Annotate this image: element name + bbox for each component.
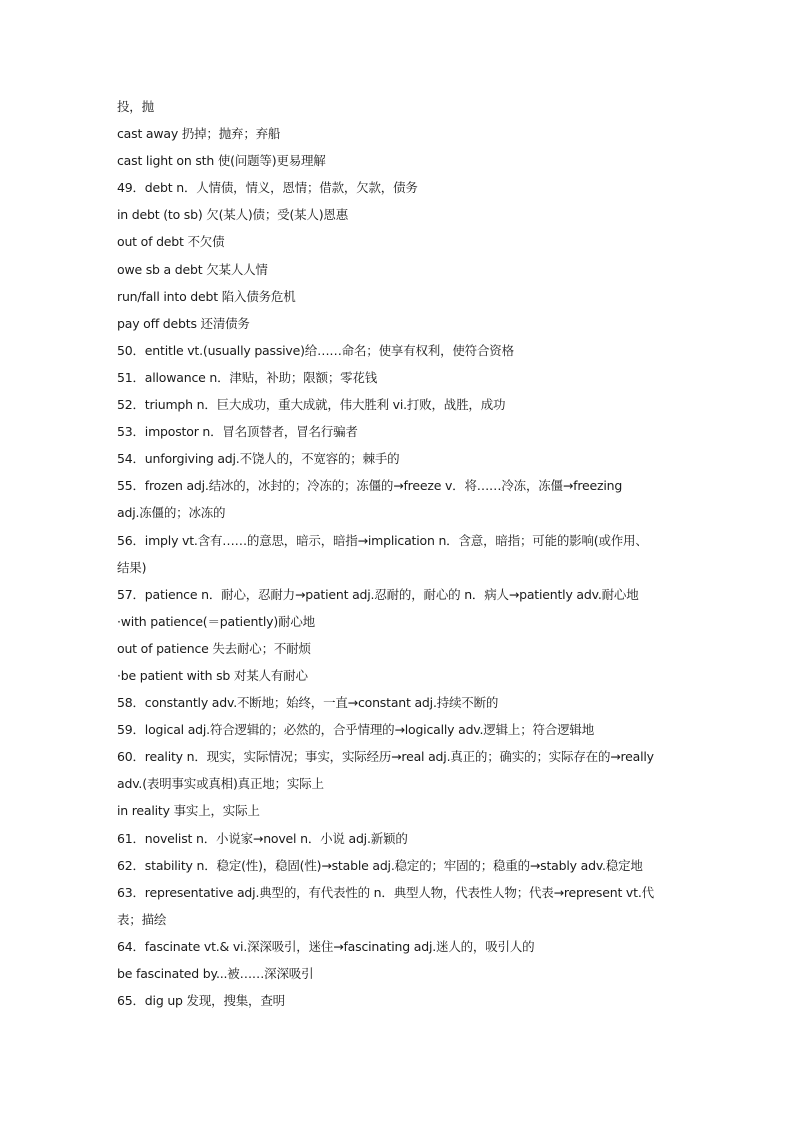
phrase-line: in debt (to sb) 欠(某人)债；受(某人)恩惠 xyxy=(117,207,349,223)
vocab-entry-53: 53．impostor n．冒名顶替者，冒名行骗者 xyxy=(117,424,358,440)
vocab-entry-64: 64．fascinate vt.& vi.深深吸引，迷住→fascinating adj.迷人的，吸引人的 xyxy=(117,938,535,954)
phrase-line: out of patience 失去耐心；不耐烦 xyxy=(117,640,311,656)
vocab-entry-54: 54．unforgiving adj.不饶人的，不宽容的；棘手的 xyxy=(117,451,400,467)
phrase-line: out of debt 不欠债 xyxy=(117,234,225,250)
vocab-entry-56-cont: 结果) xyxy=(117,559,147,575)
phrase-line: owe sb a debt 欠某人人情 xyxy=(117,261,268,277)
phrase-line: be fascinated by...被……深深吸引 xyxy=(117,966,314,981)
phrase-line: run/fall into debt 陷入债务危机 xyxy=(117,288,296,304)
vocab-entry-65: 65．dig up 发现，搜集，查明 xyxy=(117,993,285,1009)
vocab-entry-60: 60．reality n．现实，实际情况；事实，实际经历→real adj.真正的；确实的；实际存在的→really xyxy=(117,749,654,765)
vocab-entry-59: 59．logical adj.符合逻辑的；必然的，合乎情理的→logically adv.逻辑上；符合逻辑地 xyxy=(117,722,595,738)
vocab-entry-51: 51．allowance n．津贴，补助；限额；零花钱 xyxy=(117,369,378,385)
text-line: 投，抛 xyxy=(117,99,154,114)
vocab-entry-57: 57．patience n．耐心，忍耐力→patient adj.忍耐的，耐心的 n．病人→patiently adv.耐心地 xyxy=(117,586,639,602)
phrase-line: pay off debts 还清债务 xyxy=(117,315,250,331)
document-body xyxy=(117,93,687,1014)
phrase-line: ·be patient with sb 对某人有耐心 xyxy=(117,667,308,683)
vocab-entry-63: 63．representative adj.典型的，有代表性的 n．典型人物，代表性人物；代表→represent vt.代 xyxy=(117,884,654,900)
vocab-entry-55: 55．frozen adj.结冰的，冰封的；冷冻的；冻僵的→freeze v．将……冷冻，冻僵→freezing xyxy=(117,478,623,494)
vocab-entry-49: 49．debt n．人情债，情义，恩情；借款，欠款，债务 xyxy=(117,180,418,196)
vocab-entry-50: 50．entitle vt.(usually passive)给……命名；使享有权利，使符合资格 xyxy=(117,342,514,358)
vocab-entry-61: 61．novelist n．小说家→novel n．小说 adj.新颖的 xyxy=(117,830,408,846)
phrase-line: in reality 事实上，实际上 xyxy=(117,803,260,819)
vocab-entry-63-cont: 表；描绘 xyxy=(117,911,167,927)
vocab-entry-56: 56．imply vt.含有……的意思，暗示，暗指→implication n．含意，暗指；可能的影响(或作用、 xyxy=(117,532,648,548)
phrase-line: cast away 扔掉；抛弃；弃船 xyxy=(117,126,281,142)
vocab-entry-58: 58．constantly adv.不断地；始终，一直→constant adj.持续不断的 xyxy=(117,695,499,711)
vocab-entry-62: 62．stability n．稳定(性)，稳固(性)→stable adj.稳定的；牢固的；稳重的→stably adv.稳定地 xyxy=(117,857,643,873)
phrase-line: ·with patience(＝patiently)耐心地 xyxy=(117,613,315,629)
vocab-entry-55-cont: adj.冻僵的；冰冻的 xyxy=(117,505,226,521)
vocab-entry-60-cont: adv.(表明事实或真相)真正地；实际上 xyxy=(117,776,324,792)
phrase-line: cast light on sth 使(问题等)更易理解 xyxy=(117,153,326,169)
vocab-entry-52: 52．triumph n．巨大成功，重大成就，伟大胜利 vi.打败，战胜，成功 xyxy=(117,397,506,413)
